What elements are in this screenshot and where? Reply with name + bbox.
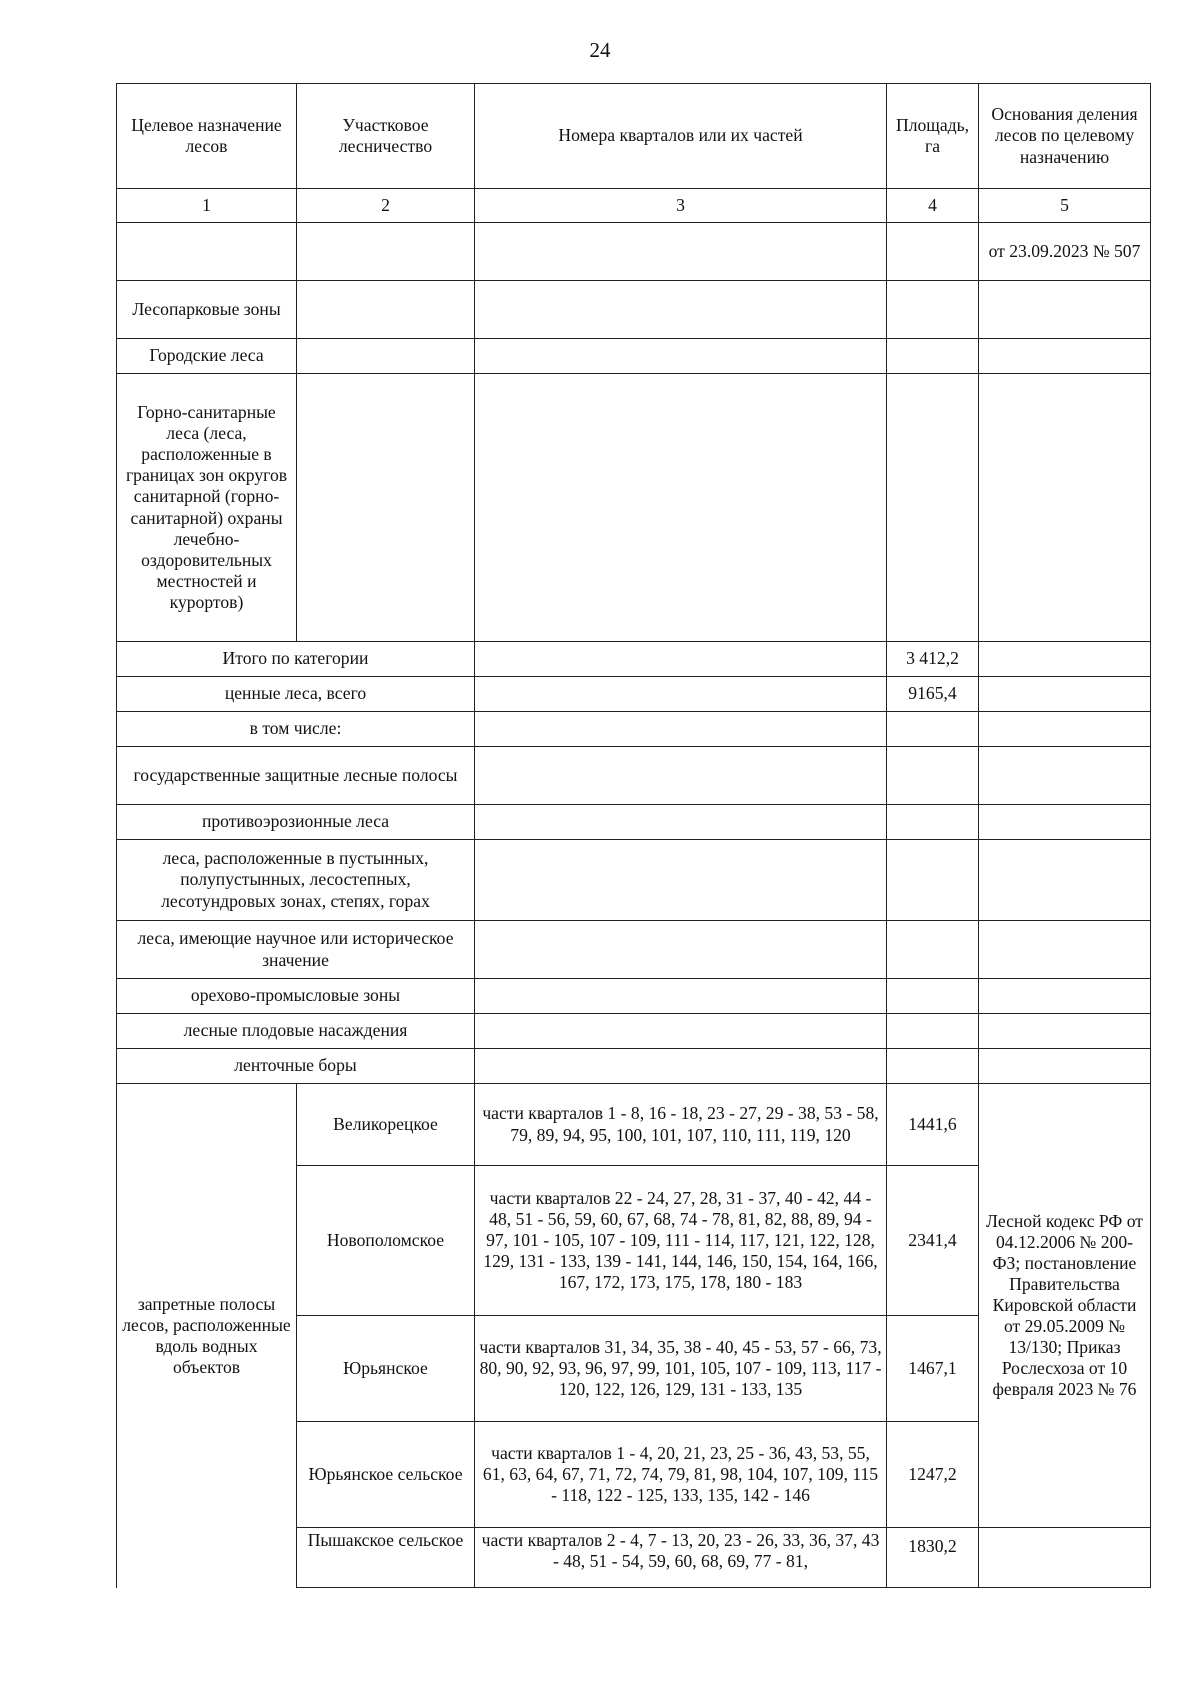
header-forestry: Участковое лесничество [297, 84, 475, 189]
table-row [117, 1049, 1151, 1084]
column-number: 4 [887, 189, 979, 223]
header-area: Площадь, га [887, 84, 979, 189]
row-label-including: в том числе: [117, 712, 475, 747]
forestry-name: Юрьянское сельское [297, 1422, 475, 1528]
table-row [117, 840, 1151, 921]
page-number: 24 [589, 38, 611, 62]
quarter-numbers: части кварталов 31, 34, 35, 38 - 40, 45 - 53, 57 - 66, 73, 80, 90, 92, 93, 96, 97, 99, 101, 105, 107 - 109, 113, 117 - 120, 122, 126, 129, 131 - 133, 135 [475, 1316, 887, 1422]
forestry-name: Новополомское [297, 1166, 475, 1316]
table-row [117, 1084, 1151, 1166]
row-label-prohibited-strips: запретные полосы лесов, расположенные вдоль водных объектов [117, 1084, 297, 1588]
area-value: 1441,6 [887, 1084, 979, 1166]
area-value: 1247,2 [887, 1422, 979, 1528]
column-number-row [117, 189, 1151, 223]
quarter-numbers: части кварталов 2 - 4, 7 - 13, 20, 23 - 26, 33, 36, 37, 43 - 48, 51 - 54, 59, 60, 68, 69, 77 - 81, [475, 1528, 887, 1588]
row-label-mountain-sanitary: Горно-санитарные леса (леса, расположенные в границах зон округов санитарной (горно-санитарной) охраны лечебно-оздоровительных местностей и курортов) [117, 374, 297, 642]
table-header-row [117, 84, 1151, 189]
table-row [117, 642, 1151, 677]
forestry-name: Великорецкое [297, 1084, 475, 1166]
row-label-nut-zones: орехово-промысловые зоны [117, 979, 475, 1014]
table-row [117, 374, 1151, 642]
row-label-ribbon-pine-forests: ленточные боры [117, 1049, 475, 1084]
row-label-anti-erosion: противоэрозионные леса [117, 805, 475, 840]
category-total-area: 3 412,2 [887, 642, 979, 677]
area-value: 1830,2 [887, 1528, 979, 1588]
table-row [117, 1014, 1151, 1049]
column-number: 1 [117, 189, 297, 223]
table-row [117, 281, 1151, 339]
row-label-valuable-forests: ценные леса, всего [117, 677, 475, 712]
forestry-name: Юрьянское [297, 1316, 475, 1422]
area-value: 1467,1 [887, 1316, 979, 1422]
quarter-numbers: части кварталов 1 - 4, 20, 21, 23, 25 - 36, 43, 53, 55, 61, 63, 64, 67, 71, 72, 74, 79, 81, 98, 104, 107, 109, 115 - 118, 122 - 125, 133, 135, 142 - 146 [475, 1422, 887, 1528]
column-number: 2 [297, 189, 475, 223]
row-label-state-protective-strips: государственные защитные лесные полосы [117, 747, 475, 805]
table-row [117, 712, 1151, 747]
table-row [117, 805, 1151, 840]
column-number: 5 [979, 189, 1151, 223]
forest-purpose-table [116, 83, 1151, 1588]
area-value: 2341,4 [887, 1166, 979, 1316]
header-target-purpose: Целевое назначение лесов [117, 84, 297, 189]
table-row [117, 921, 1151, 979]
table-row [117, 747, 1151, 805]
header-basis: Основания деления лесов по целевому назначению [979, 84, 1151, 189]
row-label-fruit-plantings: лесные плодовые насаждения [117, 1014, 475, 1049]
row-label-desert-steppe-forests: леса, расположенные в пустынных, полупустынных, лесостепных, лесотундровых зонах, степях, горах [117, 840, 475, 921]
forestry-name: Пышакское сельское [297, 1528, 475, 1588]
row-label-scientific-historic: леса, имеющие научное или историческое значение [117, 921, 475, 979]
continuation-basis: от 23.09.2023 № 507 [979, 223, 1151, 281]
quarter-numbers: части кварталов 1 - 8, 16 - 18, 23 - 27, 29 - 38, 53 - 58, 79, 89, 94, 95, 100, 101, 107, 110, 111, 119, 120 [475, 1084, 887, 1166]
row-label-category-total: Итого по категории [117, 642, 475, 677]
quarter-numbers: части кварталов 22 - 24, 27, 28, 31 - 37, 40 - 42, 44 - 48, 51 - 56, 59, 60, 67, 68, 74 - 78, 81, 82, 88, 89, 94 - 97, 101 - 105, 107 - 109, 111 - 114, 117, 121, 122, 128, 129, 131 - 133, 139 - 141, 144, 146, 150, 154, 164, 166, 167, 172, 173, 175, 178, 180 - 183 [475, 1166, 887, 1316]
valuable-forests-area: 9165,4 [887, 677, 979, 712]
table-row [117, 339, 1151, 374]
row-label-urban-forests: Городские леса [117, 339, 297, 374]
header-quarter-numbers: Номера кварталов или их частей [475, 84, 887, 189]
table-row [117, 979, 1151, 1014]
legal-basis: Лесной кодекс РФ от 04.12.2006 № 200-ФЗ; постановление Правительства Кировской области от 29.05.2009 № 13/130; Приказ Рослесхоза от 10 февраля 2023 № 76 [979, 1084, 1151, 1528]
column-number: 3 [475, 189, 887, 223]
table-row [117, 677, 1151, 712]
row-label-forest-park-zones: Лесопарковые зоны [117, 281, 297, 339]
table-row [117, 223, 1151, 281]
